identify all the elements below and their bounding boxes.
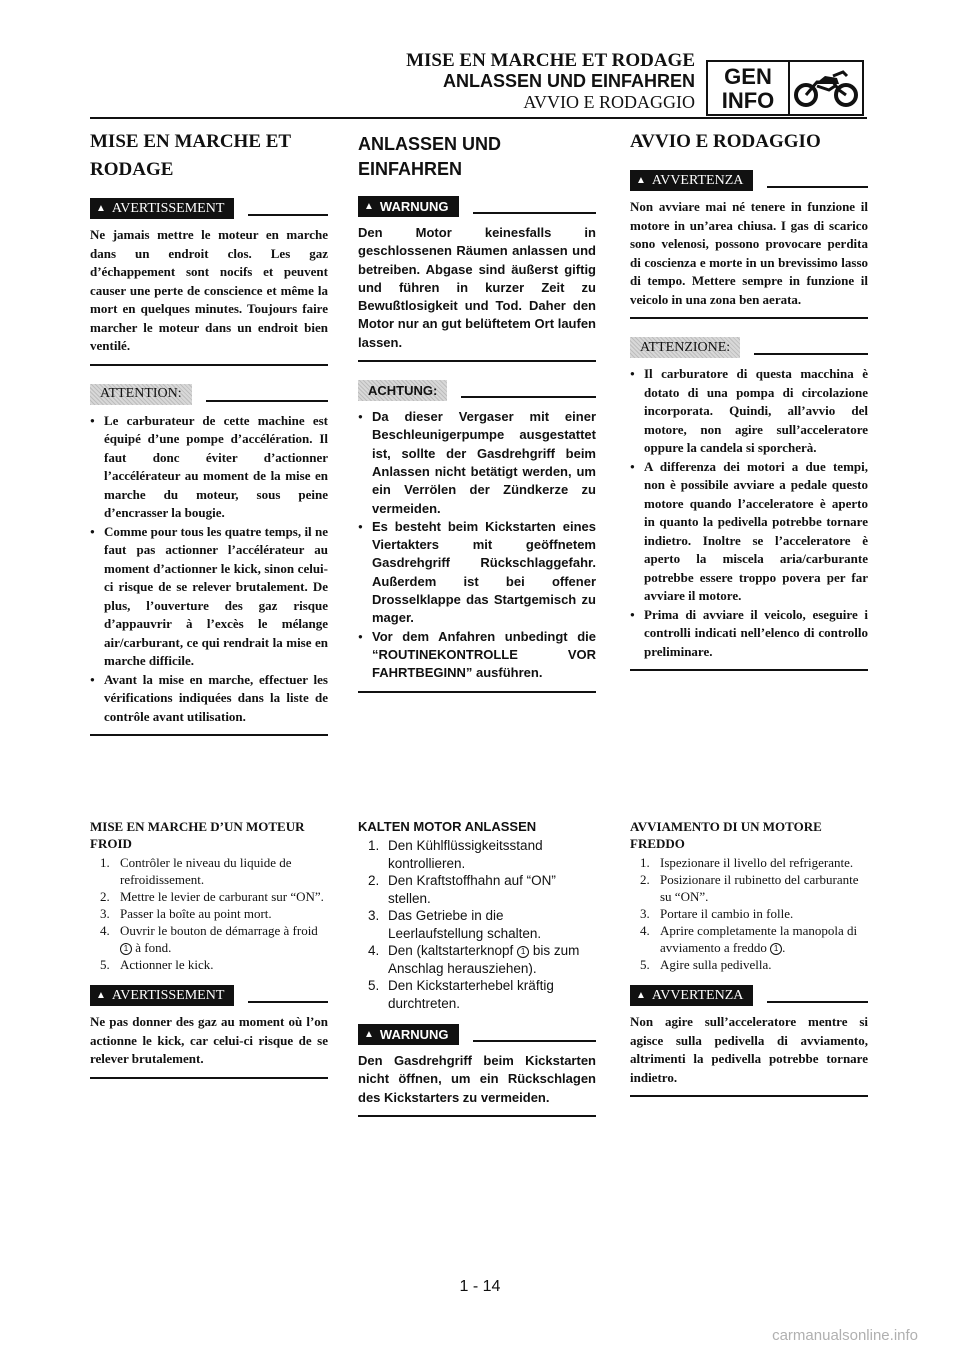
warning-triangle-icon: ▲ — [636, 990, 646, 1001]
warning-label-fr: AVERTISSEMENT — [111, 200, 225, 216]
list-item: 5. Actionner le kick. — [100, 957, 214, 972]
attention-list-it — [630, 365, 868, 661]
cold-start-steps-it — [630, 854, 868, 973]
divider — [90, 734, 328, 736]
divider — [248, 214, 328, 216]
list-item: 4. Ouvrir le bouton de démarrage à froid 1 à fond. — [100, 923, 318, 955]
list-item: 1. Ispezionare il livello del refrigerante. — [640, 855, 854, 870]
warning-triangle-icon: ▲ — [364, 201, 374, 212]
list-item: ● Da dieser Vergaser mit einer Beschleunigerpumpe ausgestattet ist, sollte der Gasdrehgriff beim Anlassen nicht betätigt werden, um ein Verrölen der Zündkerze zu vermeiden. — [358, 408, 596, 518]
cold-start-steps-de — [358, 837, 596, 1012]
warning-header-fr — [90, 198, 328, 219]
warning-text-fr: Ne jamais mettre le moteur en marche dans un endroit clos. Les gaz d’échappement sont nocifs et peuvent causer une perte de conscience et même la mort en quelques minutes. Toujours faire marcher le moteur dans un endroit bien ventilé. — [90, 227, 328, 353]
divider — [767, 1001, 868, 1003]
divider — [473, 212, 596, 214]
warning-triangle-icon: ▲ — [96, 203, 106, 214]
callout-number: 1 — [517, 946, 529, 958]
attention-tag-de: ACHTUNG: — [358, 380, 447, 401]
section-title-it: AVVIO E RODAGGIO — [630, 131, 821, 152]
column-french — [90, 128, 328, 754]
divider — [630, 317, 868, 319]
list-item: ● Vor dem Anfahren unbedingt die “ROUTINEKONTROLLE VOR FAHRTBEGINN” ausführen. — [358, 628, 596, 683]
gen-info-label — [708, 62, 790, 114]
warning-tag-de-2: ▲ WARNUNG — [358, 1024, 459, 1045]
warning2-text-de: Den Gasdrehgriff beim Kickstarten nicht öffnen, um ein Rückschlagen des Kickstarters zu vermeiden. — [358, 1053, 596, 1105]
list-item: 1. Den Kühlflüssigkeitsstand kontrollieren. — [368, 838, 543, 871]
attention-header-de — [358, 380, 596, 401]
warning-label-de: WARNUNG — [379, 199, 449, 214]
cold-start-title-it: AVVIAMENTO DI UN MOTORE FREDDO — [630, 819, 822, 851]
attention-tag-it: ATTENZIONE: — [630, 337, 740, 358]
list-item: ● Prima di avviare il veicolo, eseguire i controlli indicati nell’elenco di controllo preliminare. — [630, 606, 868, 662]
section-title-fr: MISE EN MARCHE ET RODAGE — [90, 131, 291, 180]
list-item: 1. Contrôler le niveau du liquide de refroidissement. — [100, 855, 292, 887]
warning2-text-fr: Ne pas donner des gaz au moment où l’on actionne le kick, car celui-ci risque de se relever brutalement. — [90, 1014, 328, 1066]
warning-tag-fr-2: ▲ AVERTISSEMENT — [90, 985, 234, 1006]
warning-tag-de — [358, 196, 459, 217]
attention-list-de — [358, 408, 596, 682]
warning-label-it: AVVERTENZA — [651, 172, 744, 188]
cold-start-steps-fr — [90, 854, 328, 973]
warning-triangle-icon: ▲ — [364, 1029, 374, 1040]
divider — [90, 364, 328, 366]
warning-header-it — [630, 170, 868, 191]
divider — [358, 1115, 596, 1117]
gen-info-badge — [706, 60, 864, 116]
page-number: 1 - 14 — [459, 1278, 501, 1295]
list-item: 3. Das Getriebe in die Leerlaufstellung schalten. — [368, 908, 542, 941]
warning-tag-it — [630, 170, 753, 191]
header-title-de: ANLASSEN UND EINFAHREN — [442, 71, 695, 91]
warning-tag-it-2: ▲ AVVERTENZA — [630, 985, 753, 1006]
header-titles — [406, 50, 695, 113]
list-item: ● Avant la mise en marche, effectuer les vérifications indiquées dans la liste de contrôle avant utilisation. — [90, 671, 328, 727]
column-italian — [630, 128, 868, 689]
cold-start-it — [630, 818, 868, 1115]
attention-header-fr — [90, 384, 328, 405]
header-title-fr: MISE EN MARCHE ET RODAGE — [406, 50, 695, 71]
warning-header-de-2 — [358, 1024, 596, 1045]
divider — [461, 396, 596, 398]
attention-tag-fr: ATTENTION: — [90, 384, 192, 405]
list-item: 2. Den Kraftstoffhahn auf “ON” stellen. — [368, 873, 556, 906]
divider — [630, 1095, 868, 1097]
divider — [473, 1040, 596, 1042]
column-german — [358, 132, 596, 711]
list-item: 2. Posizionare il rubinetto del carburante su “ON”. — [640, 872, 859, 904]
info-label: INFO — [721, 88, 775, 113]
warning-header-de — [358, 196, 596, 217]
divider — [754, 353, 868, 355]
divider — [206, 400, 328, 402]
list-item: 5. Agire sulla pedivella. — [640, 957, 772, 972]
warning-text-de: Den Motor keinesfalls in geschlossenen Räumen anlassen und betreiben. Abgase sind äußerst giftig und führen in kurzer Zeit zu Bewußtlosigkeit und Tod. Daher den Motor nur an gut belüftetem Ort laufen lassen. — [358, 225, 596, 350]
list-item: 3. Portare il cambio in folle. — [640, 906, 794, 921]
attention-header-it — [630, 337, 868, 358]
callout-number: 1 — [120, 943, 132, 955]
divider — [248, 1001, 328, 1003]
warning2-text-it: Non agire sull’acceleratore mentre si agisce sulla pedivella di avviamento, altrimenti la pedivella potrebbe tornare indietro. — [630, 1014, 868, 1085]
cold-start-fr — [90, 818, 328, 1097]
warning-header-fr-2 — [90, 985, 328, 1006]
divider — [358, 691, 596, 693]
motorcycle-icon — [790, 62, 862, 114]
section-title-de: ANLASSEN UND EINFAHREN — [358, 134, 502, 179]
list-item: 2. Mettre le levier de carburant sur “ON”. — [100, 889, 324, 904]
header-title-it: AVVIO E RODAGGIO — [523, 92, 695, 112]
list-item: ● Il carburatore di questa macchina è dotato di una pompa di circolazione incorporata. Quindi, all’avvio del motore, non agire sull’acceleratore oppure la candela si sporcherà. — [630, 365, 868, 458]
list-item: 5. Den Kickstarterhebel kräftig durchtreten. — [368, 978, 554, 1011]
divider — [358, 360, 596, 362]
warning-tag-fr — [90, 198, 234, 219]
header-rule — [90, 117, 867, 119]
cold-start-title-fr: MISE EN MARCHE D’UN MOTEUR FROID — [90, 819, 305, 851]
list-item: 4. Aprire completamente la manopola di avviamento a freddo 1 . — [640, 923, 858, 955]
callout-number: 1 — [770, 943, 782, 955]
cold-start-title-de: KALTEN MOTOR ANLASSEN — [358, 819, 537, 834]
list-item: ● A differenza dei motori a due tempi, non è possibile avviare a pedale questo motore quando l’acceleratore è aperto in quanto la pedivella potrebbe tornare indietro. Inoltre se l’acceleratore è aperto la miscela aria/carburante potrebbe essere troppo povera per far avviare il motore. — [630, 458, 868, 606]
list-item: ● Le carburateur de cette machine est équipé d’une pompe d’accélération. Il faut donc éviter d’actionner l’accélérateur au moment de la mise en marche du moteur, sous peine d’encrasser la bougie. — [90, 412, 328, 523]
list-item: 4. Den (kaltstarterknopf 1 bis zum Anschlag herausziehen). — [368, 943, 580, 976]
divider — [767, 186, 868, 188]
gen-label: GEN — [724, 64, 772, 89]
divider — [90, 1077, 328, 1079]
list-item: ● Es besteht beim Kickstarten eines Viertakters mit geöffnetem Gasdrehgriff Rückschlaggefahr. Außerdem ist bei offener Drosselklappe das Startgemisch zu mager. — [358, 518, 596, 628]
list-item: 3. Passer la boîte au point mort. — [100, 906, 272, 921]
divider — [630, 669, 868, 671]
attention-list-fr — [90, 412, 328, 727]
warning-triangle-icon: ▲ — [96, 990, 106, 1001]
warning-text-it: Non avviare mai né tenere in funzione il motore in un’area chiusa. I gas di scarico sono velenosi, possono provocare perdita di coscienza e morte in un brevissimo lasso di tempo. Mettere sempre in funzione il veicolo in una zona ben aerata. — [630, 199, 868, 307]
watermark[interactable]: carmanualsonline.info — [772, 1327, 918, 1344]
warning-header-it-2 — [630, 985, 868, 1006]
list-item: ● Comme pour tous les quatre temps, il ne faut pas actionner l’accélérateur au moment d’actionner le kick, sinon celui-ci risque de se relever brutalement. De plus, l’ouverture des gaz risque d’appauvrir à l’excès le mélange air/carburant, ce qui rendrait la mise en marche difficile. — [90, 523, 328, 671]
cold-start-de — [358, 818, 596, 1135]
warning-triangle-icon: ▲ — [636, 175, 646, 186]
